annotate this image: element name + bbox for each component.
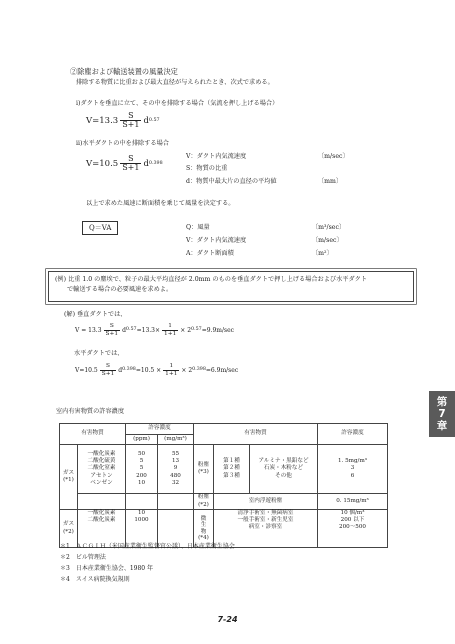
formula-lhs: V=13.3: [86, 115, 119, 126]
dust-desc: [250, 445, 318, 494]
sol-fraction: [104, 323, 121, 337]
dust-class: 第３種: [223, 472, 240, 479]
sol-lhs: V=10.5: [75, 366, 98, 374]
dust2-label: 粉塵 (*2): [194, 494, 214, 510]
dust-vals: [318, 445, 388, 494]
solution-formula-1: V = 13.3 $\frac{S}{S+1}$ d 0.57 =13.3× $\frac{1}{1+1}$ × 2 0.57 =9.9m/sec: [75, 323, 234, 337]
example-box: [48, 271, 414, 302]
def-v-unit: 〔m/sec〕: [318, 153, 349, 160]
horizontal-formula: V=10.5 $\frac{S}{S+1}$ d 0.398: [86, 154, 163, 172]
table-header-row: [60, 424, 388, 435]
formula-tail: d: [143, 115, 149, 126]
page-number: 7-24: [217, 615, 238, 624]
gas2-label: ガス (*2): [60, 510, 78, 548]
footnote: ＊2 ビル管理法: [60, 554, 106, 561]
fraction-numerator: S: [128, 154, 134, 163]
dust-desc-item: 石炭・木粉など: [263, 465, 304, 472]
def-v: V：ダクト内気流速度: [186, 153, 247, 160]
chapter-char-1: 第: [436, 396, 448, 408]
formula-fraction: [120, 112, 141, 129]
gas1-blank: [158, 494, 194, 510]
sol-result: =9.9m/sec: [201, 326, 234, 334]
table-title: 室内有害物質の許容濃度: [56, 408, 125, 415]
gas1-blank: [126, 494, 158, 510]
def-d-unit: 〔mm〕: [318, 178, 343, 185]
gas1-mg-value: 13: [171, 458, 180, 465]
sol-mid: =13.3×: [136, 326, 161, 334]
chapter-number: 7: [438, 408, 446, 420]
gas1-name: アセトン: [90, 472, 113, 479]
dust-val: 1. 5mg/m³: [338, 458, 367, 465]
header-allow: 許容濃度: [126, 424, 194, 435]
sol-times: × 2: [180, 326, 192, 334]
def-q: Q：風量: [186, 224, 210, 231]
def-q-unit: 〔m³/sec〕: [312, 224, 346, 231]
formula-lhs: V=10.5: [86, 158, 119, 169]
sol-d: d: [118, 366, 123, 374]
section-intro: 排除する物質に比重および最大直径が与えられたとき、次式で求める。: [76, 79, 274, 86]
section-title: ②除塵および輸送装置の風量決定: [70, 67, 178, 76]
sol-fraction-2: [162, 323, 178, 337]
sol-fraction-2: [163, 363, 179, 377]
example-line-2: で輸送する場合の必要風速を求めよ。: [67, 286, 173, 293]
gas1-name: ベンゼン: [90, 479, 113, 486]
sol-fraction: [100, 363, 117, 377]
sol-den: S+1: [101, 370, 115, 377]
def-s: S：物質の比重: [186, 165, 228, 172]
header-ppm: (ppm): [126, 435, 158, 445]
fraction-denominator: S+1: [122, 163, 140, 172]
footnote: ＊4 スイス病院換気規則: [60, 576, 130, 583]
vertical-formula: V=13.3 $\frac{S}{S+1}$ d 0.57: [86, 111, 160, 129]
header-mgm3: (mg/m³): [158, 435, 194, 445]
def-a: A：ダクト断面積: [186, 250, 234, 257]
sol-result: =6.9m/sec: [205, 366, 239, 374]
sol-den-2: 1+1: [165, 370, 178, 377]
gas2-ppm-value: 1000: [134, 517, 149, 524]
micro-desc-item: 一般手術室・新生児室: [237, 517, 294, 524]
sol-num: S: [109, 323, 114, 329]
vertical-label: i)ダクトを垂直に立て、その中を排除する場合（気流を押し上げる場合）: [76, 100, 279, 107]
sol-num-2: 1: [168, 323, 172, 329]
gas2-name: 二酸化炭素: [87, 517, 116, 524]
example-line-1: (例) 比重 1.0 の塵埃で、粒子の最大平均直径が 2.0mm のものを垂直ダクトで押し上げる場合および水平ダクト: [55, 276, 368, 283]
fraction-numerator: S: [128, 111, 134, 120]
gas1-ppm-value: 50: [137, 450, 146, 457]
gas1-ppm: [126, 445, 158, 494]
micro-label: 微 生 物 (*4): [194, 510, 214, 548]
dust-desc-item: アルミナ・黒鉛など: [258, 458, 309, 465]
fraction-denominator: S+1: [122, 120, 140, 129]
dust-val: 6: [350, 472, 355, 479]
solution-formula-2: V=10.5 $\frac{S}{S+1}$ d 0.398 =10.5 × $\frac{1}{1+1}$ × 2 0.398 =6.9m/sec: [75, 363, 239, 377]
sol-d: d: [122, 326, 126, 334]
micro-desc-item: 病室・診察室: [248, 524, 283, 531]
micro-desc-item: 清浄手術室・無菌病室: [237, 510, 294, 516]
gas1-blank: [78, 494, 126, 510]
sol-mid: =10.5 ×: [135, 366, 162, 374]
table-row: [60, 494, 388, 510]
gas1-ppm-value: 5: [139, 465, 144, 472]
formula-tail: d: [143, 158, 149, 169]
gas1-mg-value: 32: [171, 479, 180, 486]
airflow-note: 以上で求めた風速に断面積を乗じて風量を決定する。: [86, 200, 235, 207]
gas1-name: 二酸化窒素: [87, 465, 116, 472]
table-row: [60, 445, 388, 494]
dust2-val: 0. 15mg/m³: [318, 494, 388, 510]
sol-times: × 2: [181, 366, 193, 374]
footnotes: [60, 541, 235, 585]
gas1-mg-value: 9: [173, 465, 178, 472]
micro-val: 200 以下: [340, 517, 365, 524]
formula-fraction: [120, 155, 141, 172]
micro-val: 10 個/m³: [340, 510, 365, 516]
solution-label-1: (解) 垂直ダクトでは、: [64, 311, 127, 318]
gas1-ppm-value: 10: [137, 479, 146, 486]
def-v2-unit: 〔m/sec〕: [312, 237, 343, 244]
def-a-unit: 〔m²〕: [312, 250, 333, 257]
gas1-names: [78, 445, 126, 494]
header-substance-2: 有害物質: [194, 424, 318, 445]
def-d: d：物質中最大片の直径の平均値: [186, 178, 277, 185]
sol-num: S: [106, 363, 110, 369]
micro-vals: [318, 510, 388, 548]
gas1-mg: [158, 445, 194, 494]
sol-den: S+1: [105, 330, 119, 337]
footnote: ＊1 ＡＣＧＩＨ（米国産業衛生監督官公議）、日本産業衛生協会: [60, 543, 235, 550]
chapter-tab: [429, 391, 455, 437]
header-substance: 有害物質: [60, 424, 126, 445]
dust-class: 第１種: [223, 458, 240, 465]
solution-label-2: 水平ダクトでは、: [74, 350, 124, 357]
def-v2: V：ダクト内気流速度: [186, 237, 247, 244]
gas1-name: 一酸化炭素: [87, 450, 116, 457]
horizontal-label: ii)水平ダクトの中を排除する場合: [76, 140, 169, 147]
toxic-substance-table: [59, 423, 388, 548]
footnote: ＊3 日本産業衛生協会、1980 年: [60, 565, 153, 572]
dust-desc-item: その他: [275, 472, 292, 479]
chapter-char-2: 章: [436, 420, 448, 432]
gas2-ppm-value: 10: [137, 510, 146, 516]
dust-label: 粉塵 (*3): [194, 445, 214, 494]
gas1-name: 二酸化硫黄: [87, 458, 116, 465]
gas2-name: 一酸化炭素: [87, 510, 116, 516]
gas1-ppm-value: 200: [136, 472, 147, 479]
micro-val: 200～500: [339, 524, 366, 531]
dust-classes: [214, 445, 250, 494]
dust2-desc: 室内浮遊粉塵: [214, 494, 318, 510]
sol-den-2: 1+1: [164, 330, 177, 337]
gas1-mg-value: 480: [170, 472, 181, 479]
sol-lhs: V = 13.3: [75, 326, 102, 334]
q-formula-box: Q＝VA: [82, 221, 118, 235]
gas1-label: ガス (*1): [60, 445, 78, 510]
dust-class: 第２種: [223, 465, 240, 472]
sol-num-2: 1: [169, 363, 174, 369]
gas1-mg-value: 55: [171, 450, 180, 457]
dust-val: 3: [350, 465, 355, 472]
header-allow-2: 許容濃度: [318, 424, 388, 445]
gas1-ppm-value: 5: [139, 458, 144, 465]
